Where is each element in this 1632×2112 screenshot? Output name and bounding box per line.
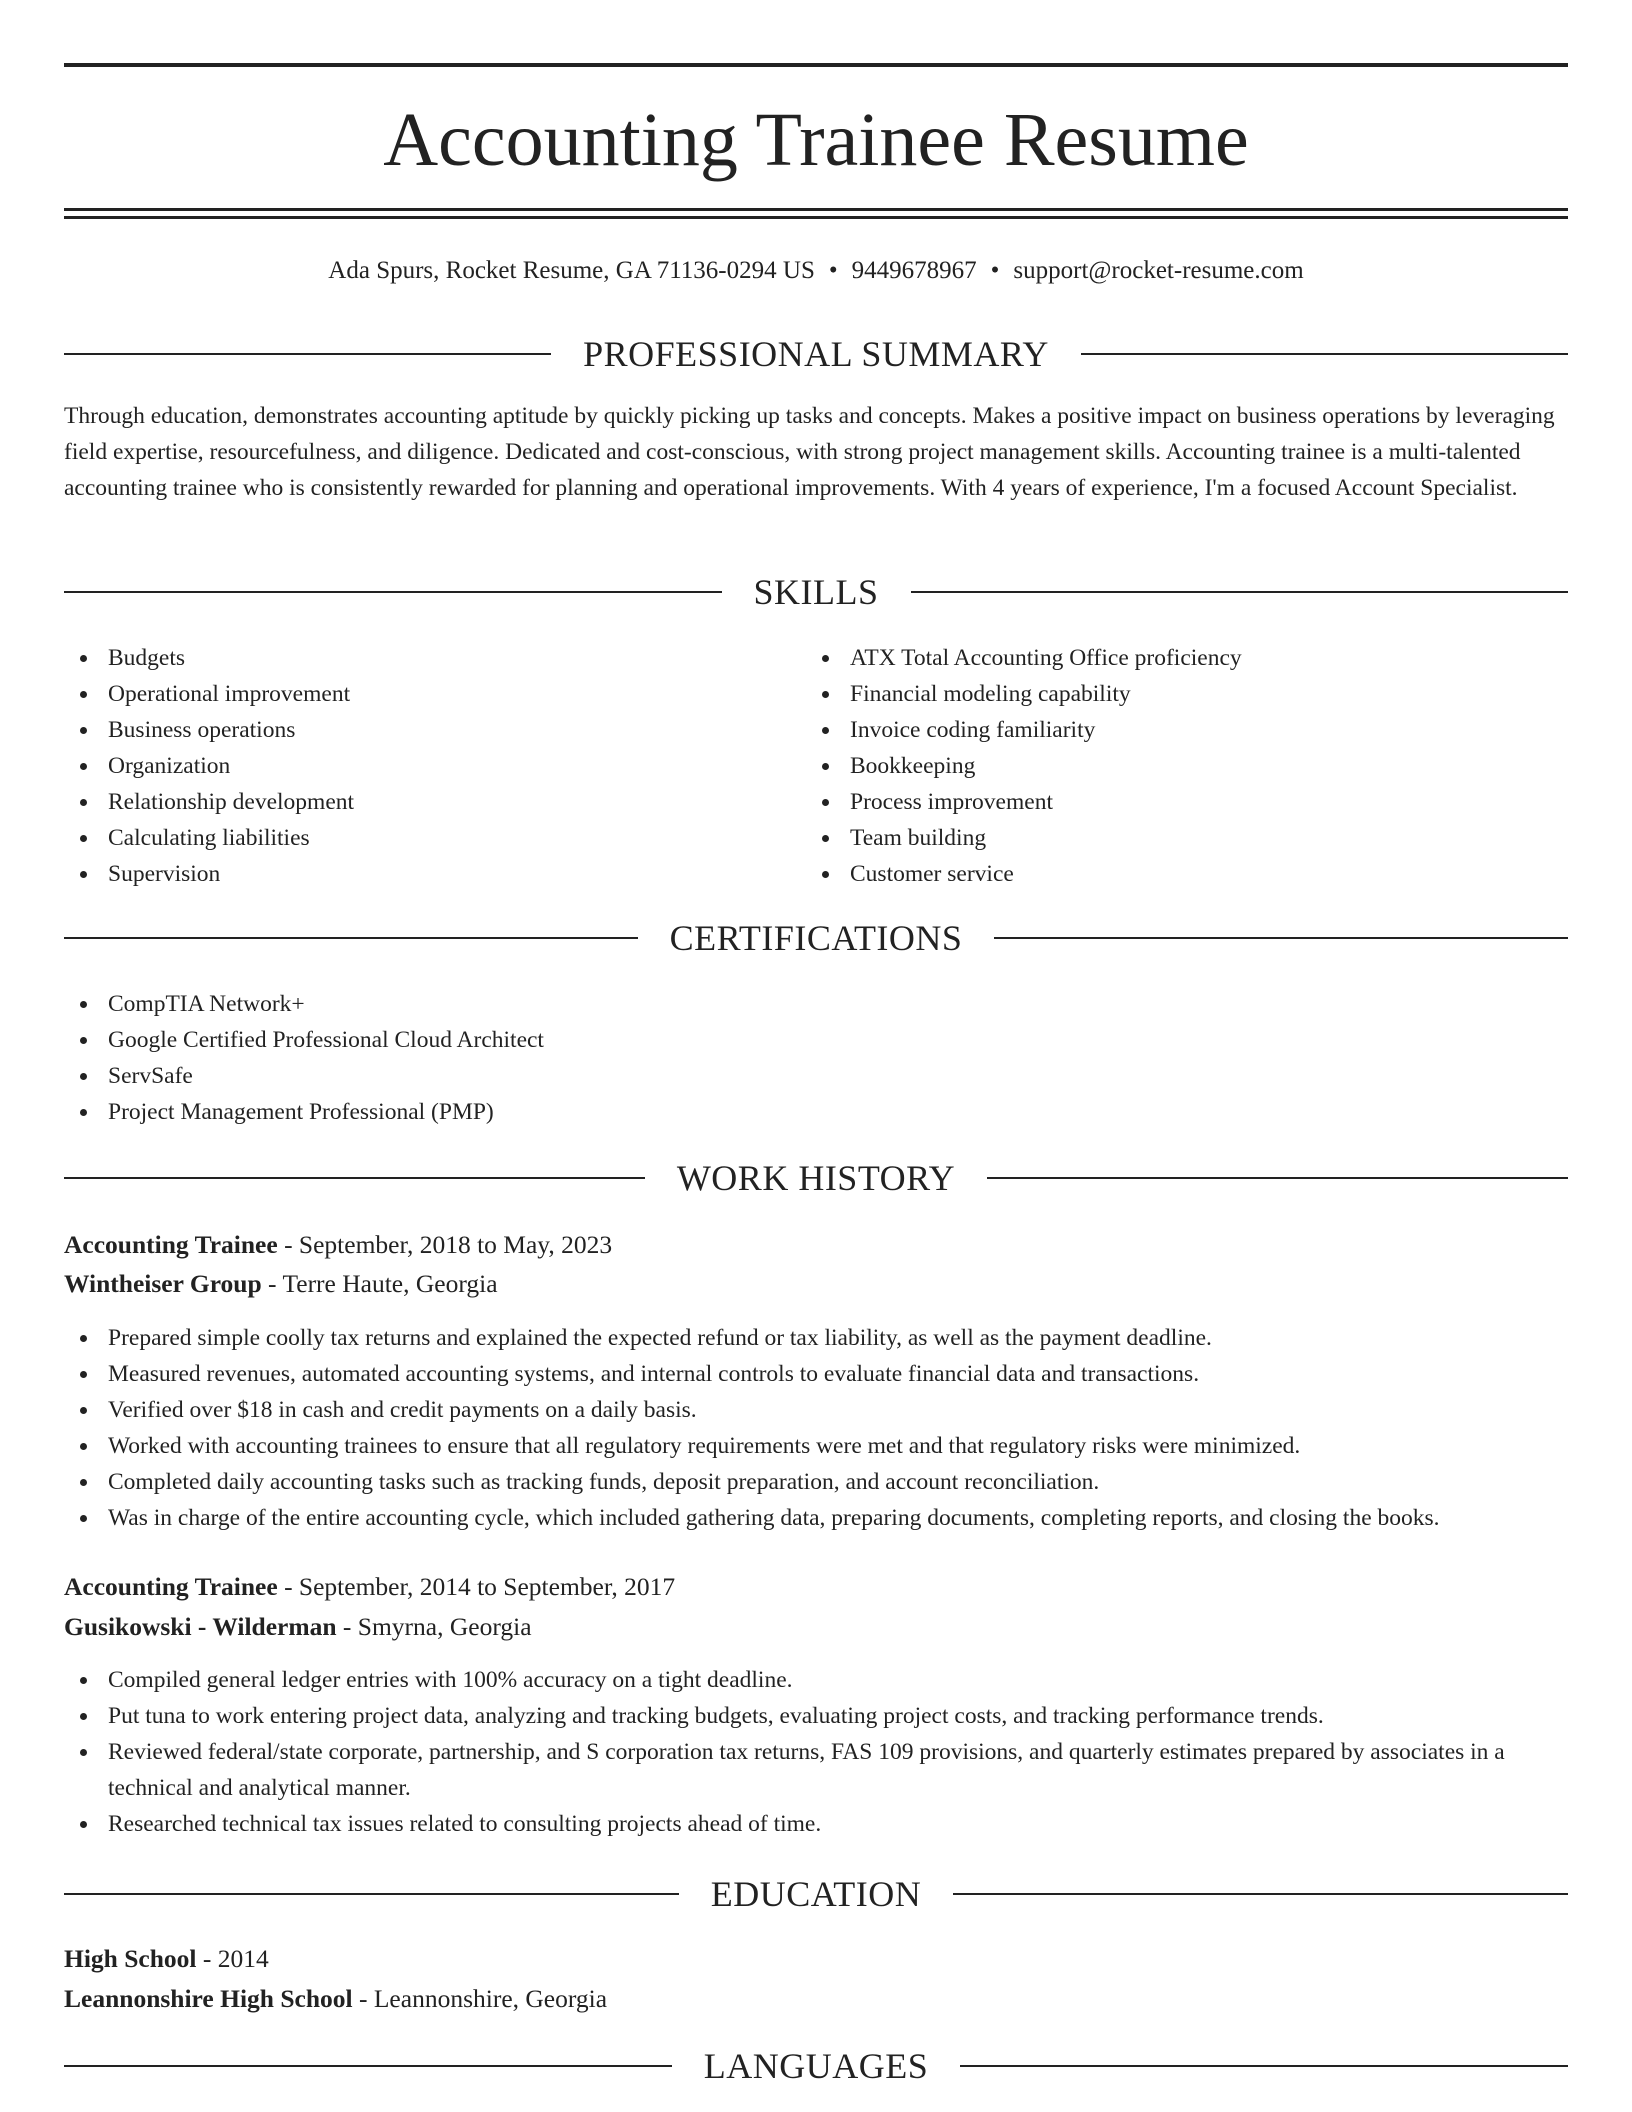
education-degree: High School xyxy=(64,1944,197,1973)
education-school: Leannonshire High School xyxy=(64,1984,353,2013)
skill-item: Business operations xyxy=(64,712,804,748)
section-rule xyxy=(64,591,722,593)
job-duty-item: Put tuna to work entering project data, analyzing and tracking budgets, evaluating project costs, and tracking performance trends. xyxy=(64,1698,1568,1734)
job-title-line xyxy=(64,1568,1568,1606)
certification-item: Project Management Professional (PMP) xyxy=(64,1094,1568,1130)
section-rule xyxy=(1081,353,1568,355)
section-rule xyxy=(64,1177,645,1179)
section-heading-skills xyxy=(64,570,1568,614)
contact-phone: 9449678967 xyxy=(851,257,977,284)
section-rule xyxy=(960,2065,1568,2067)
header-bottom-rule-2 xyxy=(64,216,1568,219)
section-title: PROFESSIONAL SUMMARY xyxy=(583,334,1049,374)
contact-address: Ada Spurs, Rocket Resume, GA 71136-0294 US xyxy=(328,257,815,284)
section-rule xyxy=(987,1177,1568,1179)
job-duty-item: Completed daily accounting tasks such as tracking funds, deposit preparation, and account reconciliation. xyxy=(64,1464,1568,1500)
job-duty-item: Measured revenues, automated accounting systems, and internal controls to evaluate financial data and transactions. xyxy=(64,1356,1568,1392)
skill-item: Bookkeeping xyxy=(806,748,1566,784)
job-duty-item: Reviewed federal/state corporate, partnership, and S corporation tax returns, FAS 109 provisions, and quarterly estimates prepared by associates in a technical and analytical manner. xyxy=(64,1734,1568,1806)
certifications-list xyxy=(64,986,1568,1130)
header-bottom-rule xyxy=(64,208,1568,211)
skill-item: Organization xyxy=(64,748,804,784)
section-rule xyxy=(64,353,551,355)
section-rule xyxy=(64,2065,672,2067)
job-dates: - September, 2018 to May, 2023 xyxy=(277,1230,613,1259)
job-title: Accounting Trainee xyxy=(64,1572,278,1601)
job-company-line xyxy=(64,1265,1568,1303)
contact-line xyxy=(64,254,1568,288)
job-company-line xyxy=(64,1608,1568,1646)
contact-separator: • xyxy=(828,257,838,284)
summary-paragraph: Through education, demonstrates accounting aptitude by quickly picking up tasks and concepts. Makes a positive impact on business operations by leveraging field expertise, resourcefulness, and diligence. Dedicated and cost-conscious, with strong project management skills. Accounting trainee is a multi-talented accounting trainee who is consistently rewarded for planning and operational improvements. With 4 years of experience, I'm a focused Account Specialist. xyxy=(64,403,1555,501)
contact-separator: • xyxy=(990,257,1000,284)
job-company: Gusikowski - Wilderman xyxy=(64,1612,337,1641)
skill-item: Team building xyxy=(806,820,1566,856)
job-duties-list xyxy=(64,1320,1568,1536)
education-location: - Leannonshire, Georgia xyxy=(352,1984,608,2013)
section-rule xyxy=(994,937,1568,939)
job-dates: - September, 2014 to September, 2017 xyxy=(277,1572,676,1601)
job-company: Wintheiser Group xyxy=(64,1269,262,1298)
skill-item: Budgets xyxy=(64,640,804,676)
job-duties-list xyxy=(64,1662,1568,1842)
section-heading-education xyxy=(64,1872,1568,1916)
job-location: - Terre Haute, Georgia xyxy=(261,1269,498,1298)
section-rule xyxy=(64,937,638,939)
job-duty-item: Was in charge of the entire accounting cycle, which included gathering data, preparing documents, completing reports, and closing the books. xyxy=(64,1500,1568,1536)
section-heading-summary xyxy=(64,332,1568,376)
job-duty-item: Prepared simple coolly tax returns and explained the expected refund or tax liability, as well as the payment deadline. xyxy=(64,1320,1568,1356)
section-heading-work-history xyxy=(64,1156,1568,1200)
job-duty-item: Compiled general ledger entries with 100% accuracy on a tight deadline. xyxy=(64,1662,1568,1698)
skill-item: Calculating liabilities xyxy=(64,820,804,856)
skill-item: Operational improvement xyxy=(64,676,804,712)
contact-email[interactable]: support@rocket-resume.com xyxy=(1013,257,1304,284)
section-rule xyxy=(64,1893,679,1895)
job-duty-item: Researched technical tax issues related to consulting projects ahead of time. xyxy=(64,1806,1568,1842)
skills-list-right xyxy=(806,640,1566,892)
education-school-line xyxy=(64,1980,1568,2018)
skill-item: Relationship development xyxy=(64,784,804,820)
section-title: SKILLS xyxy=(753,572,879,612)
job-title: Accounting Trainee xyxy=(64,1230,278,1259)
skill-item: Supervision xyxy=(64,856,804,892)
skill-item: Invoice coding familiarity xyxy=(806,712,1566,748)
header-top-rule xyxy=(64,63,1568,67)
skills-list-left xyxy=(64,640,804,892)
section-title: LANGUAGES xyxy=(703,2046,929,2086)
section-heading-certifications xyxy=(64,916,1568,960)
education-degree-line xyxy=(64,1940,1568,1978)
section-title: WORK HISTORY xyxy=(676,1158,956,1198)
education-year: - 2014 xyxy=(196,1944,269,1973)
certification-item: Google Certified Professional Cloud Architect xyxy=(64,1022,1568,1058)
skill-item: Process improvement xyxy=(806,784,1566,820)
certification-item: ServSafe xyxy=(64,1058,1568,1094)
section-title: CERTIFICATIONS xyxy=(669,918,963,958)
skill-item: ATX Total Accounting Office proficiency xyxy=(806,640,1566,676)
resume-title: Accounting Trainee Resume xyxy=(383,98,1249,182)
job-location: - Smyrna, Georgia xyxy=(336,1612,532,1641)
job-duty-item: Worked with accounting trainees to ensure that all regulatory requirements were met and that regulatory risks were minimized. xyxy=(64,1428,1568,1464)
section-title: EDUCATION xyxy=(710,1874,922,1914)
job-duty-item: Verified over $18 in cash and credit payments on a daily basis. xyxy=(64,1392,1568,1428)
section-heading-languages xyxy=(64,2044,1568,2088)
certification-item: CompTIA Network+ xyxy=(64,986,1568,1022)
section-rule xyxy=(911,591,1569,593)
job-title-line xyxy=(64,1226,1568,1264)
skill-item: Customer service xyxy=(806,856,1566,892)
section-rule xyxy=(953,1893,1568,1895)
skill-item: Financial modeling capability xyxy=(806,676,1566,712)
